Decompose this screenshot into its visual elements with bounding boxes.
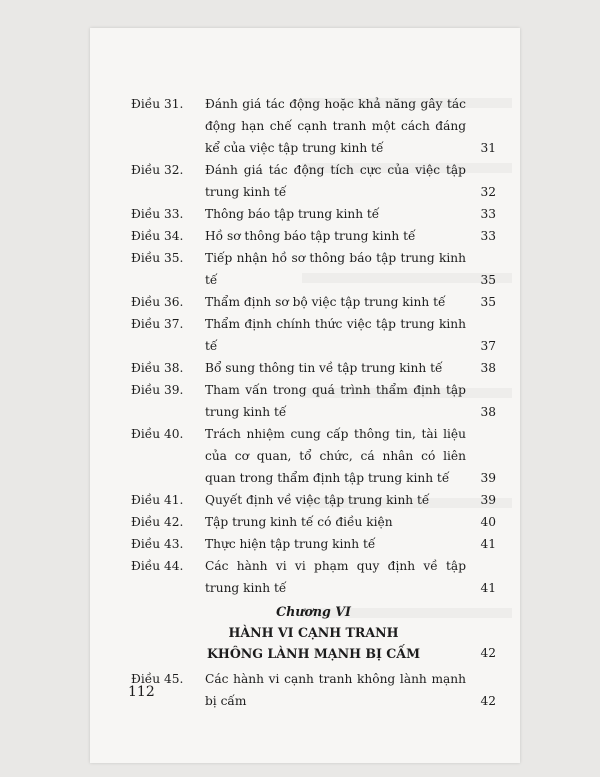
- entry-number: Điều 35.: [131, 251, 184, 265]
- entry-page: 33: [480, 207, 496, 221]
- entry-number: Điều 31.: [131, 97, 184, 111]
- chapter-heading: [131, 601, 496, 664]
- entry-title: Đánh giá tác động tích cực của việc tập trung kinh tế: [205, 163, 466, 199]
- entry-page: 39: [480, 471, 496, 485]
- entry-number: Điều 39.: [131, 383, 184, 397]
- entry-page: 31: [480, 141, 496, 155]
- page-number: 112: [128, 684, 155, 700]
- table-of-contents: [131, 93, 496, 712]
- toc-entry: [131, 247, 496, 291]
- entry-page: 33: [480, 229, 496, 243]
- entry-title: Thẩm định chính thức việc tập trung kinh tế: [205, 317, 466, 353]
- entry-title: Đánh giá tác động hoặc khả năng gây tác động hạn chế cạnh tranh một cách đáng kể của việc tập trung kinh tế: [205, 97, 466, 155]
- toc-entry: [131, 533, 496, 555]
- entry-page: 37: [480, 339, 496, 353]
- entry-number: Điều 43.: [131, 537, 184, 551]
- entry-page: 41: [480, 537, 496, 551]
- entry-title: Quyết định về việc tập trung kinh tế: [205, 493, 430, 507]
- entry-title: Thực hiện tập trung kinh tế: [205, 537, 376, 551]
- entry-page: 42: [480, 694, 496, 708]
- entry-title: Tham vấn trong quá trình thẩm định tập trung kinh tế: [205, 383, 466, 419]
- toc-entry: [131, 511, 496, 533]
- chapter-page: 42: [480, 646, 496, 660]
- entry-page: 38: [480, 361, 496, 375]
- chapter-label: Chương VI: [276, 604, 351, 619]
- toc-entry: [131, 313, 496, 357]
- toc-entry: [131, 555, 496, 599]
- entry-number: Điều 34.: [131, 229, 184, 243]
- toc-entry: [131, 379, 496, 423]
- toc-entry: [131, 203, 496, 225]
- toc-entry: [131, 225, 496, 247]
- toc-entry: [131, 668, 496, 712]
- entry-number: Điều 32.: [131, 163, 184, 177]
- entry-title: Tiếp nhận hồ sơ thông báo tập trung kinh tế: [205, 251, 466, 287]
- entry-number: Điều 40.: [131, 427, 184, 441]
- entry-page: 32: [480, 185, 496, 199]
- entry-title: Bổ sung thông tin về tập trung kinh tế: [205, 361, 443, 375]
- entry-number: Điều 38.: [131, 361, 184, 375]
- entry-title: Thông báo tập trung kinh tế: [205, 207, 380, 221]
- toc-list: [131, 93, 496, 599]
- toc-entry: [131, 93, 496, 159]
- entry-number: Điều 36.: [131, 295, 184, 309]
- entry-title: Thẩm định sơ bộ việc tập trung kinh tế: [205, 295, 446, 309]
- toc-entry: [131, 357, 496, 379]
- toc-list: [131, 668, 496, 712]
- toc-entry: [131, 159, 496, 203]
- entry-title: Trách nhiệm cung cấp thông tin, tài liệu của cơ quan, tổ chức, cá nhân có liên quan trong thẩm định tập trung kinh tế: [205, 427, 466, 485]
- entry-number: Điều 42.: [131, 515, 184, 529]
- toc-entry: [131, 489, 496, 511]
- entry-page: 35: [480, 295, 496, 309]
- toc-entry: [131, 423, 496, 489]
- chapter-title-line-2: KHÔNG LÀNH MẠNH BỊ CẤM: [206, 646, 421, 661]
- entry-number: Điều 45.: [131, 672, 184, 686]
- entry-page: 41: [480, 581, 496, 595]
- entry-page: 35: [480, 273, 496, 287]
- entry-title: Hồ sơ thông báo tập trung kinh tế: [205, 229, 416, 243]
- entry-title: Tập trung kinh tế có điều kiện: [205, 515, 393, 529]
- toc-entry: [131, 291, 496, 313]
- entry-title: Các hành vi vi phạm quy định về tập trung kinh tế: [205, 559, 466, 595]
- entry-number: Điều 33.: [131, 207, 184, 221]
- entry-page: 39: [480, 493, 496, 507]
- entry-page: 38: [480, 405, 496, 419]
- entry-page: 40: [480, 515, 496, 529]
- entry-title: Các hành vi cạnh tranh không lành mạnh bị cấm: [205, 672, 466, 708]
- entry-number: Điều 41.: [131, 493, 184, 507]
- entry-number: Điều 44.: [131, 559, 184, 573]
- entry-number: Điều 37.: [131, 317, 184, 331]
- chapter-title-line-1: HÀNH VI CẠNH TRANH: [228, 625, 399, 640]
